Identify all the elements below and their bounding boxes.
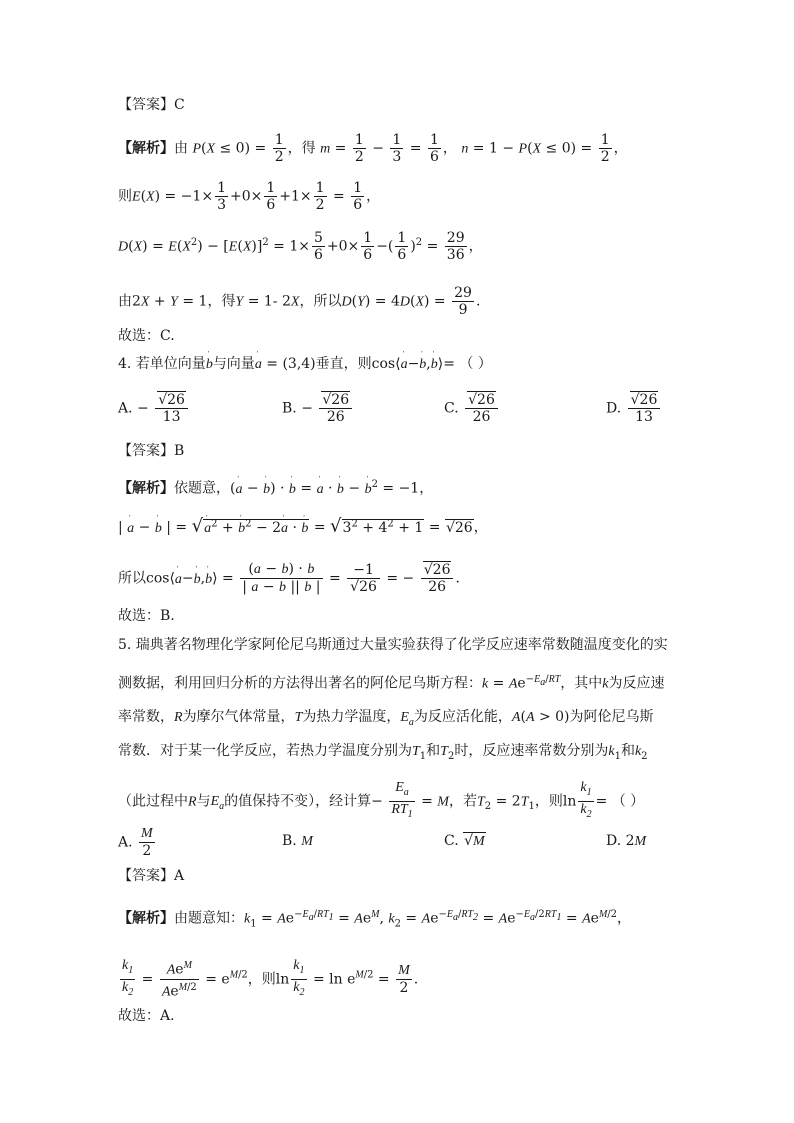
- q4-analysis-line3: 所以cos⟨ˈ a−ˈ b,ˈ b⟩ = $\frac{(a - b) \cdot b}{| a - b || b |}$ = $\frac{-1}{√26}$ = − $\frac{√26}{26}$ .: [118, 561, 734, 596]
- q3-answer: 【答案】C: [118, 97, 185, 113]
- q5-stem-line1: 5. 瑞典著名物理化学家阿伦尼乌斯通过大量实验获得了化学反应速率常数随温度变化的实: [118, 637, 668, 653]
- q5-stem-line4: 常数．对于某一化学反应，若热力学温度分别为$T_1$和$T_2$时，反应速率常数分别为$k_1$和$k_2$: [118, 743, 648, 762]
- q5-stem-line5: （此过程中R与$E_a$的值保持不变），经计算− $\frac{E_a}{RT_1}$ = M，若$T_2 = 2T_1$，则ln $\frac{k_1}{k_2}$ = （ ）: [118, 780, 645, 820]
- q3-y-variance: 由2X + Y = 1，得Y = 1- 2X，所以D(Y) = 4D(X) = $\frac{29}{9}$ .: [118, 285, 481, 318]
- q4-conclusion: 故选：B.: [118, 608, 175, 624]
- q4-stem: 4. 若单位向量ˈ b与向量ˈ a = (3,4)垂直，则cos⟨ˈ a−ˈ b,ˈ b⟩= （ ）: [118, 354, 734, 375]
- q4-analysis-line2: | ˈ a − ˈ b | = √ˈ $a^2$ + ˈ $b^2$ − 2ˈ a · ˈ $b = √3^2 + 4^2 + 1 = √26$，: [118, 514, 734, 539]
- q5-conclusion: 故选：A.: [118, 1008, 175, 1024]
- q3-expectation: 则E(X) = −1× $\frac{1}{3}$ +0× $\frac{1}{6}$ +1× $\frac{1}{2}$ = $\frac{1}{6}$ ，: [118, 180, 381, 213]
- q3-analysis-line1: 【解析】由 P(X ≤ 0) = $\frac{1}{2}$ ，得 m = $\frac{1}{2}$ − $\frac{1}{3}$ = $\frac{1}{6}$ ， n = 1 − P(X ≤ 0) = $\frac{1}{2}$ ，: [118, 132, 628, 165]
- q4-option-b[interactable]: B. − $\frac{√26}{26}$: [282, 392, 354, 425]
- q4-option-c[interactable]: C. $\frac{√26}{26}$: [444, 392, 500, 425]
- q3-conclusion: 故选：C.: [118, 328, 175, 344]
- q4-analysis-line1: 【解析】依题意，(ˈ a − ˈ b) · ˈ b = ˈ a · ˈ b − ˈ $b^2 = -1$，: [118, 475, 734, 500]
- analysis-tag: 【解析】: [118, 910, 174, 927]
- q4-option-d[interactable]: D. $\frac{√26}{13}$: [606, 392, 662, 425]
- q5-option-b[interactable]: B. M: [282, 833, 313, 849]
- q5-analysis-line1: 【解析】由题意知：$k_1 = Ae^{-E_a/RT_1} = Ae^M$, $k_2 = Ae^{-E_a/RT_2} = Ae^{-E_a/2RT_1} = Ae^{M/2}$，: [118, 909, 632, 930]
- q5-option-a[interactable]: A. $\frac{M}{2}$: [118, 826, 153, 859]
- analysis-tag: 【解析】: [118, 140, 174, 157]
- q5-analysis-line2: $\frac{k_1}{k_2}$ = $\frac{Ae^M}{Ae^{M/2}}$ = $e^{M/2}$，则ln $\frac{k_1}{k_2}$ = $\ln e^{M/2}$ = $\frac{M}{2}$ .: [122, 958, 419, 1000]
- analysis-tag: 【解析】: [118, 480, 174, 497]
- q5-stem-line2: 测数据，利用回归分析的方法得出著名的阿伦尼乌斯方程：$k = Ae^{-E_a/RT}$，其中k为反应速: [118, 674, 665, 692]
- q5-answer: 【答案】A: [118, 868, 185, 884]
- q4-option-a[interactable]: A. − $\frac{√26}{13}$: [118, 392, 190, 425]
- q3-variance: $D(X) = E(X^2) - [E(X)]^2 = 1\times$ $\frac{5}{6}$ +0× $\frac{1}{6}$ −( $\frac{1}{6}$ )$^2$ = $\frac{29}{36}$ ，: [118, 230, 483, 263]
- q5-stem-line3: 率常数，R为摩尔气体常量，T为热力学温度，$E_a$为反应活化能，A(A > 0)为阿伦尼乌斯: [118, 709, 654, 728]
- q5-option-d[interactable]: D. 2M: [606, 833, 647, 849]
- q5-option-c[interactable]: C. √M: [444, 833, 485, 849]
- q4-answer: 【答案】B: [118, 443, 185, 459]
